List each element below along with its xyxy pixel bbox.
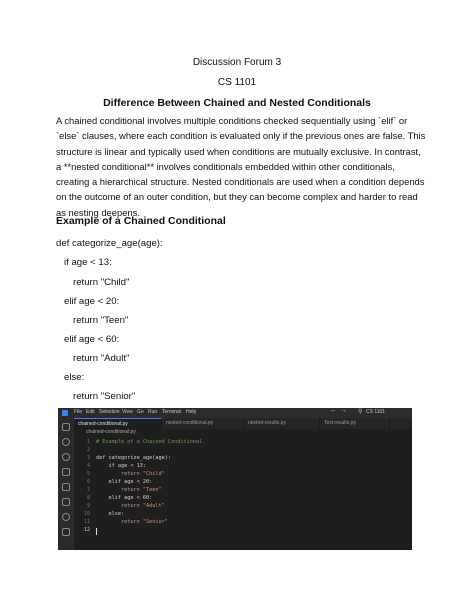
code-return-child: return "Child" (96, 471, 165, 477)
menu-file[interactable]: File (74, 409, 83, 415)
editor-screenshot (58, 408, 412, 550)
menu-help[interactable]: Help (186, 409, 197, 415)
search-icon[interactable]: ⚲ (358, 409, 363, 415)
tab-chained-conditional[interactable]: chained-conditional.py (74, 418, 162, 429)
tab-nested-results[interactable]: nested-results.py (244, 418, 320, 429)
code-comment: # Example of a Chained Conditional (96, 439, 203, 445)
editor-tabs (74, 418, 412, 429)
code-else-line: else: (96, 511, 125, 517)
line-number: 5 (86, 471, 90, 477)
editor-titlebar (58, 408, 412, 418)
breadcrumb[interactable]: chained-conditional.py (86, 429, 136, 435)
code-editor[interactable] (58, 437, 412, 550)
code-elif20-line: elif age < 20: (96, 479, 153, 485)
line-number: 10 (83, 511, 90, 517)
line-number: 6 (86, 479, 90, 485)
menu-edit[interactable]: Edit (86, 409, 95, 415)
code-return-senior: return "Senior" (96, 519, 168, 525)
menu-terminal[interactable]: Terminal (162, 409, 181, 415)
section-heading: Example of a Chained Conditional (56, 215, 226, 227)
menu-run[interactable]: Run (148, 409, 158, 415)
line-number: 4 (86, 463, 90, 469)
menu-selection[interactable]: Selection (99, 409, 120, 415)
line-number: 8 (86, 495, 90, 501)
code-line-elif-60: elif age < 60: (64, 334, 120, 345)
line-number: 3 (86, 455, 90, 461)
code-line-else: else: (64, 372, 85, 383)
page-title: Difference Between Chained and Nested Conditionals (103, 97, 371, 109)
vscode-logo-icon (62, 410, 68, 416)
tab-nested-conditional[interactable]: nested-conditional.py (162, 418, 244, 429)
code-line-return-senior: return "Senior" (73, 391, 136, 402)
menu-view[interactable]: View (122, 409, 133, 415)
code-line-return-child: return "Child" (73, 277, 130, 288)
line-number: 1 (86, 439, 90, 445)
line-number: 11 (83, 519, 90, 525)
code-def-line: def categorize_age(age): (96, 455, 171, 461)
explorer-icon[interactable] (62, 423, 70, 431)
code-line-if: if age < 13: (64, 257, 112, 268)
command-center-search[interactable]: CS 1101 (366, 409, 386, 415)
code-line-def: def categorize_age(age): (56, 238, 163, 249)
code-line-return-adult: return "Adult" (73, 353, 130, 364)
line-number-current: 12 (83, 527, 90, 533)
code-if-line: if age < 13: (96, 463, 146, 469)
course-code: CS 1101 (217, 77, 257, 88)
nav-back-icon[interactable]: ← (330, 408, 337, 414)
body-paragraph: A chained conditional involves multiple conditions checked sequentially using `elif` or `else` clauses, where each condition is evaluated only if the previous ones are false. This structure is linear and typically used when conditions are mutually exclusive. In contrast, a **nested conditional** involves conditionals embedded within other conditionals, creating a hierarchical structure. Nested conditionals are used when a condition depends on the outcome of an outer condition, but they can become complex and harder to read as nesting deepens. (56, 115, 426, 218)
menu-go[interactable]: Go (137, 409, 144, 415)
code-line-elif-20: elif age < 20: (64, 296, 120, 307)
nav-forward-icon[interactable]: → (340, 408, 347, 414)
code-return-adult: return "Adult" (96, 503, 165, 509)
tab-test-results[interactable]: Test.results.py (320, 418, 390, 429)
text-cursor (96, 528, 97, 535)
forum-title: Discussion Forum 3 (192, 57, 282, 68)
code-line-return-teen: return "Teen" (73, 315, 129, 326)
line-number: 7 (86, 487, 90, 493)
code-elif60-line: elif age < 60: (96, 495, 153, 501)
line-number: 9 (86, 503, 90, 509)
code-return-teen: return "Teen" (96, 487, 162, 493)
line-number: 2 (86, 447, 90, 453)
